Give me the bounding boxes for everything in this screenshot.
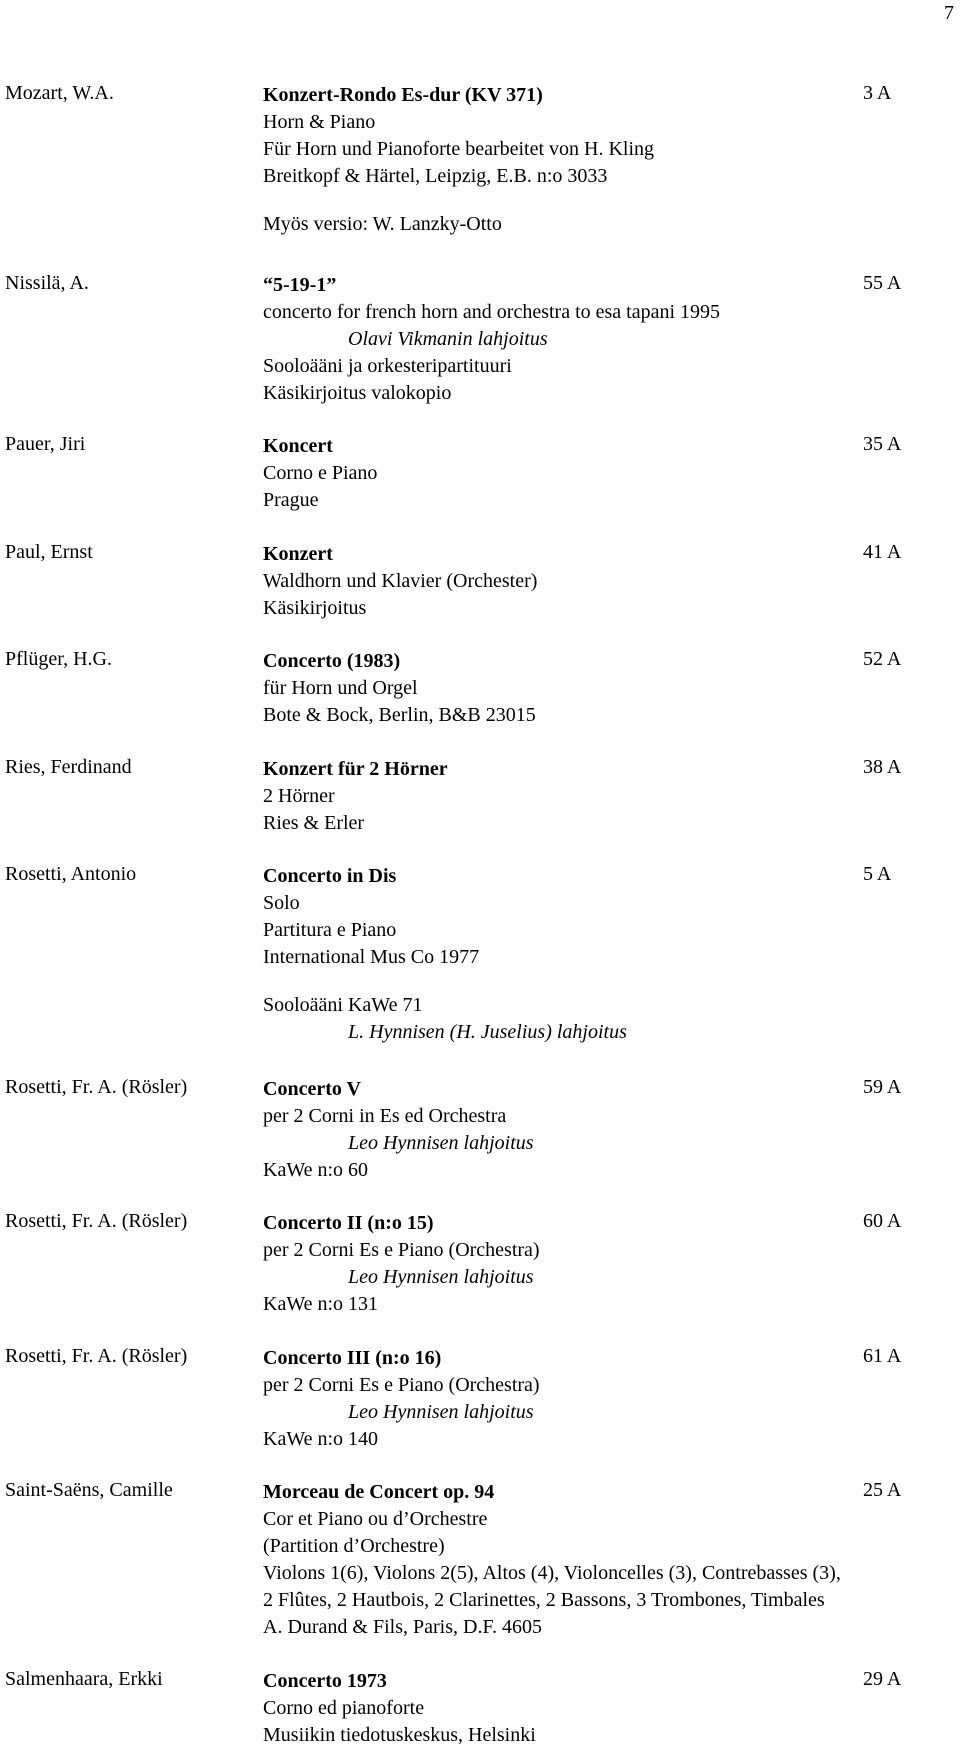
composer-name: Rosetti, Antonio — [5, 863, 137, 885]
work-line: für Horn und Orgel — [263, 677, 418, 699]
work-line: per 2 Corni Es e Piano (Orchestra) — [263, 1239, 540, 1261]
catalog-code: 52 A — [863, 648, 902, 670]
work-line: 2 Hörner — [263, 785, 335, 807]
work-title: Concerto II (n:o 15) — [263, 1212, 434, 1234]
work-line: Horn & Piano — [263, 111, 376, 133]
work-title: Concerto (1983) — [263, 650, 401, 672]
composer-name: Saint-Saëns, Camille — [5, 1479, 173, 1501]
work-details — [263, 541, 537, 622]
composer-name: Pflüger, H.G. — [5, 648, 112, 670]
work-details — [263, 433, 377, 514]
work-details — [263, 863, 627, 1046]
work-details — [263, 1668, 536, 1749]
work-line: 2 Flûtes, 2 Hautbois, 2 Clarinettes, 2 Bassons, 3 Trombones, Timbales — [263, 1589, 825, 1611]
work-title: Concerto 1973 — [263, 1670, 387, 1692]
catalog-code: 41 A — [863, 541, 902, 563]
donor-note: Leo Hynnisen lahjoitus — [348, 1132, 534, 1154]
work-details — [263, 272, 720, 407]
work-line: Cor et Piano ou d’Orchestre — [263, 1508, 488, 1530]
work-note: Myös versio: W. Lanzky-Otto — [263, 213, 502, 235]
catalog-code: 55 A — [863, 272, 902, 294]
work-details — [263, 1076, 534, 1184]
catalog-code: 25 A — [863, 1479, 902, 1501]
work-details — [263, 82, 654, 238]
catalog-code: 29 A — [863, 1668, 902, 1690]
work-title: Concerto III (n:o 16) — [263, 1347, 442, 1369]
work-title: Konzert für 2 Hörner — [263, 758, 448, 780]
composer-name: Pauer, Jiri — [5, 433, 86, 455]
work-line: Solo — [263, 892, 300, 914]
work-title: Koncert — [263, 435, 333, 457]
work-line: Corno ed pianoforte — [263, 1697, 425, 1719]
work-title: Konzert — [263, 543, 333, 565]
composer-name: Mozart, W.A. — [5, 82, 114, 104]
composer-name: Salmenhaara, Erkki — [5, 1668, 163, 1690]
catalog-code: 61 A — [863, 1345, 902, 1367]
composer-name: Rosetti, Fr. A. (Rösler) — [5, 1210, 188, 1232]
work-line: KaWe n:o 131 — [263, 1293, 379, 1315]
work-line: Corno e Piano — [263, 462, 378, 484]
work-line: Für Horn und Pianoforte bearbeitet von H. Kling — [263, 138, 655, 160]
donor-note: Leo Hynnisen lahjoitus — [348, 1266, 534, 1288]
work-line: International Mus Co 1977 — [263, 946, 480, 968]
donor-note: Leo Hynnisen lahjoitus — [348, 1401, 534, 1423]
work-line: A. Durand & Fils, Paris, D.F. 4605 — [263, 1616, 542, 1638]
composer-name: Nissilä, A. — [5, 272, 89, 294]
catalog-code: 59 A — [863, 1076, 902, 1098]
catalog-code: 60 A — [863, 1210, 902, 1232]
work-line: Bote & Bock, Berlin, B&B 23015 — [263, 704, 536, 726]
work-line: Käsikirjoitus valokopio — [263, 382, 452, 404]
catalog-code: 3 A — [863, 82, 892, 104]
composer-name: Ries, Ferdinand — [5, 756, 132, 778]
work-line: Partitura e Piano — [263, 919, 397, 941]
work-line: Musiikin tiedotuskeskus, Helsinki — [263, 1724, 536, 1746]
composer-name: Paul, Ernst — [5, 541, 93, 563]
work-title: Konzert-Rondo Es-dur (KV 371) — [263, 84, 543, 106]
work-line: KaWe n:o 60 — [263, 1159, 369, 1181]
catalog-code: 35 A — [863, 433, 902, 455]
work-line: Violons 1(6), Violons 2(5), Altos (4), Violoncelles (3), Contrebasses (3), — [263, 1562, 841, 1584]
work-line: Sooloääni ja orkesteripartituuri — [263, 355, 512, 377]
work-title: Morceau de Concert op. 94 — [263, 1481, 495, 1503]
work-line: per 2 Corni in Es ed Orchestra — [263, 1105, 507, 1127]
work-line: Waldhorn und Klavier (Orchester) — [263, 570, 538, 592]
work-line: KaWe n:o 140 — [263, 1428, 379, 1450]
work-line: concerto for french horn and orchestra to esa tapani 1995 — [263, 301, 721, 323]
work-line: (Partition d’Orchestre) — [263, 1535, 445, 1557]
catalog-code: 38 A — [863, 756, 902, 778]
work-line: per 2 Corni Es e Piano (Orchestra) — [263, 1374, 540, 1396]
donor-note: Olavi Vikmanin lahjoitus — [348, 328, 548, 350]
donor-note: L. Hynnisen (H. Juselius) lahjoitus — [348, 1021, 627, 1043]
catalog-code: 5 A — [863, 863, 892, 885]
work-title: Concerto in Dis — [263, 865, 397, 887]
work-line: Ries & Erler — [263, 812, 365, 834]
work-line: Breitkopf & Härtel, Leipzig, E.B. n:o 3033 — [263, 165, 608, 187]
page-number: 7 — [944, 2, 954, 24]
work-details — [263, 756, 448, 837]
work-details — [263, 1345, 540, 1453]
work-title: Concerto V — [263, 1078, 361, 1100]
composer-name: Rosetti, Fr. A. (Rösler) — [5, 1076, 188, 1098]
work-title: “5-19-1” — [263, 274, 337, 296]
composer-name: Rosetti, Fr. A. (Rösler) — [5, 1345, 188, 1367]
work-details — [263, 1479, 841, 1641]
work-details — [263, 1210, 540, 1318]
work-note: Sooloääni KaWe 71 — [263, 994, 423, 1016]
work-details — [263, 648, 536, 729]
work-line: Prague — [263, 489, 319, 511]
work-line: Käsikirjoitus — [263, 597, 367, 619]
